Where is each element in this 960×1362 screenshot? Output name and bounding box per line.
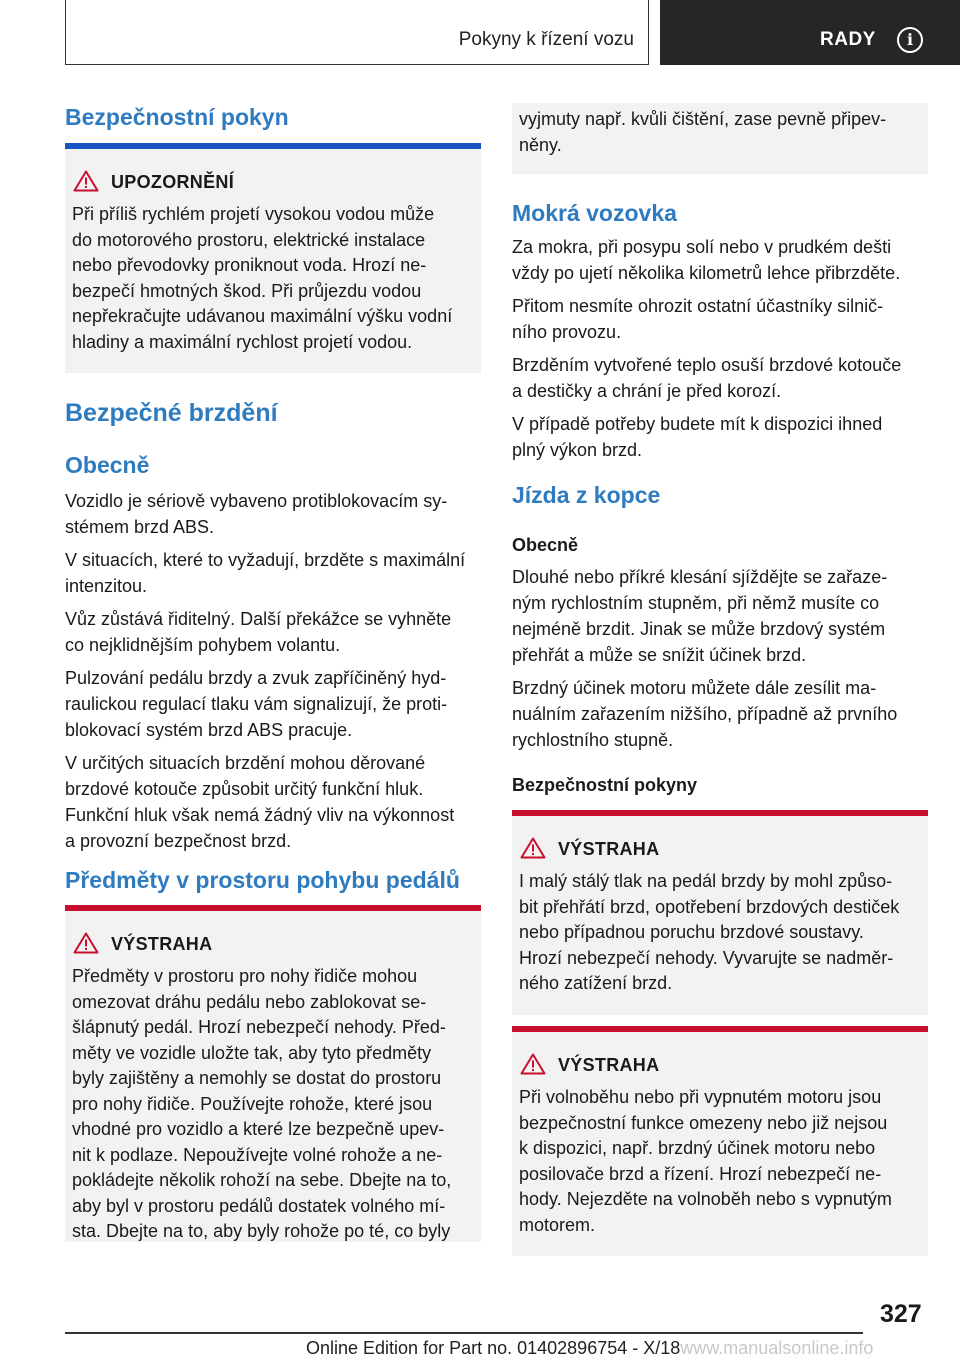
text-line: bezpečnostní funkce omezeny nebo již nejsou bbox=[519, 1112, 888, 1133]
text-line: nebo převodovky proniknout voda. Hrozí ne- bbox=[72, 255, 427, 275]
text-line: a destičky a chrání je před korozí. bbox=[512, 381, 782, 401]
text-line: Při volnoběhu nebo při vypnutém motoru jsou bbox=[519, 1087, 882, 1107]
warning-title: VÝSTRAHA bbox=[558, 1055, 660, 1075]
safety-notes-heading: Bezpečnostní pokyny bbox=[512, 775, 698, 795]
text-line: přehřát a může se snížit účinek brzd. bbox=[512, 645, 807, 665]
general-heading: Obecně bbox=[65, 452, 150, 478]
braking-paragraphs bbox=[65, 488, 485, 854]
text-line: šlápnutý pedál. Hrozí nebezpečí nehody. Před- bbox=[72, 1017, 446, 1037]
wet-road-heading: Mokrá vozovka bbox=[512, 200, 677, 226]
warning-triangle-icon bbox=[520, 837, 546, 859]
text-line: hladiny a maximální rychlost projetí vodou. bbox=[72, 331, 413, 352]
text-line: Brzděním vytvořené teplo osuší brzdové kotouče bbox=[512, 355, 902, 375]
text-line: plný výkon brzd. bbox=[512, 440, 643, 460]
text-line: Vozidlo je sériově vybaveno protiblokovacím sy- bbox=[65, 491, 448, 511]
pedal-warning-box bbox=[65, 905, 481, 1242]
paragraph bbox=[512, 293, 932, 345]
continued-warning-box bbox=[512, 103, 928, 174]
paragraph bbox=[512, 675, 932, 753]
braking-heading: Bezpečné brzdění bbox=[65, 399, 278, 427]
caution-title: UPOZORNĚNÍ bbox=[111, 172, 235, 192]
text-line: k dispozici, např. brzdný účinek motoru nebo bbox=[519, 1138, 876, 1158]
text-line: aby byl v prostoru pedálů dostatek volného mí- bbox=[72, 1195, 446, 1216]
text-line: pokládejte několik rohoží na sebe. Dbejte na to, bbox=[72, 1170, 452, 1190]
paragraph bbox=[65, 750, 485, 854]
text-line: bit přehřátí brzd, opotřebení brzdových destiček bbox=[519, 896, 900, 917]
text-line: rychlostního stupně. bbox=[512, 730, 674, 750]
text-line: nepřekračujte udávanou maximální výšku vodní bbox=[72, 306, 453, 326]
text-line: a provozní bezpečnost brzd. bbox=[65, 831, 292, 851]
idle-warning-box bbox=[512, 1026, 928, 1256]
warning-text bbox=[519, 869, 899, 997]
paragraph bbox=[512, 564, 932, 668]
page-number: 327 bbox=[880, 1300, 922, 1328]
text-line: vhodné pro vozidlo a které lze bezpečně upev- bbox=[72, 1119, 445, 1139]
text-line: I malý stálý tlak na pedál brzdy by mohl způso- bbox=[519, 871, 893, 891]
text-line: Funkční hluk však nemá žádný vliv na výkonnost bbox=[65, 805, 455, 825]
warning-triangle-icon bbox=[73, 170, 99, 192]
paragraph bbox=[65, 665, 485, 743]
downhill-heading: Jízda z kopce bbox=[512, 482, 661, 508]
brake-warning-box bbox=[512, 810, 928, 1015]
text-line: Při příliš rychlém projetí vysokou vodou může bbox=[72, 204, 435, 224]
footer-divider bbox=[65, 1332, 863, 1334]
text-line: vždy po ujetí několika kilometrů lehce přibrzděte. bbox=[512, 263, 901, 283]
warning-triangle-icon bbox=[520, 1053, 546, 1075]
paragraph bbox=[65, 488, 485, 540]
watermark-text: www.manualsonline.info bbox=[680, 1338, 874, 1358]
warning-bar bbox=[512, 1026, 928, 1032]
text-line: měty ve vozidle uložte tak, aby tyto předměty bbox=[72, 1042, 432, 1063]
text-line: omezovat dráhu pedálu nebo zablokovat se- bbox=[72, 991, 427, 1012]
text-line: nejméně brzdit. Jinak se může brzdový systém bbox=[512, 619, 886, 639]
text-line: nit k podlaze. Nepoužívejte volné rohože a ne- bbox=[72, 1144, 443, 1165]
footer-text bbox=[306, 1338, 873, 1359]
paragraph bbox=[512, 352, 932, 404]
text-line: ního provozu. bbox=[512, 322, 622, 342]
warning-title: VÝSTRAHA bbox=[111, 934, 213, 954]
text-line: raulickou regulací tlaku vám signalizují, že proti- bbox=[65, 694, 448, 714]
edition-text: Online Edition for Part no. 01402896754 - X/18 bbox=[306, 1338, 681, 1358]
text-line: co nejklidnějším pohybem volantu. bbox=[65, 635, 341, 655]
text-line: hody. Nejezděte na volnoběh nebo s vypnutým bbox=[519, 1189, 892, 1209]
text-line: intenzitou. bbox=[65, 576, 148, 596]
paragraph bbox=[65, 606, 485, 658]
warning-text bbox=[519, 1085, 892, 1238]
safety-heading: Bezpečnostní pokyn bbox=[65, 104, 289, 130]
text-line: blokovací systém brzd ABS pracuje. bbox=[65, 720, 353, 740]
warning-triangle-icon bbox=[73, 932, 99, 954]
text-line: vyjmuty např. kvůli čištění, zase pevně připev- bbox=[519, 109, 887, 129]
text-line: nuálním zařazením nižšího, případně až prvního bbox=[512, 704, 898, 724]
continued-text bbox=[519, 107, 886, 158]
wet-road-paragraphs bbox=[512, 234, 932, 463]
downhill-paragraphs bbox=[512, 564, 932, 753]
warning-bar bbox=[65, 905, 481, 911]
info-icon: i bbox=[897, 27, 923, 53]
text-line: motorem. bbox=[519, 1214, 596, 1235]
section-title: Pokyny k řízení vozu bbox=[458, 29, 634, 50]
text-line: Vůz zůstává řiditelný. Další překážce se vyhněte bbox=[65, 609, 452, 629]
text-line: bezpečí hmotných škod. Při průjezdu vodou bbox=[72, 280, 422, 301]
text-line: brzdové kotouče způsobit určitý funkční hluk. bbox=[65, 779, 424, 799]
text-line: Dlouhé nebo příkré klesání sjíždějte se zařaze- bbox=[512, 567, 888, 587]
text-line: Přitom nesmíte ohrozit ostatní účastníky silnič- bbox=[512, 296, 884, 316]
text-line: ného zatížení brzd. bbox=[519, 973, 673, 993]
text-line: něny. bbox=[519, 134, 562, 155]
paragraph bbox=[512, 411, 932, 463]
text-line: posilovače brzd a řízení. Hrozí nebezpečí ne- bbox=[519, 1163, 882, 1184]
pedal-heading: Předměty v prostoru pohybu pedálů bbox=[65, 867, 460, 893]
text-line: Za mokra, při posypu solí nebo v prudkém dešti bbox=[512, 237, 892, 257]
warning-text bbox=[72, 964, 451, 1245]
text-line: Pulzování pedálu brzdy a zvuk zapříčiněný hyd- bbox=[65, 668, 447, 688]
text-line: pro nohy řidiče. Používejte rohože, které jsou bbox=[72, 1093, 433, 1114]
text-line: Brzdný účinek motoru můžete dále zesílit ma- bbox=[512, 678, 877, 698]
paragraph bbox=[512, 234, 932, 286]
chapter-label: RADY bbox=[820, 29, 876, 50]
text-line: Hrozí nebezpečí nehody. Vyvarujte se nadměr- bbox=[519, 947, 894, 968]
header-section-tab bbox=[65, 0, 649, 65]
text-line: V určitých situacích brzdění mohou děrované bbox=[65, 753, 426, 773]
caution-box bbox=[65, 143, 481, 373]
text-line: byly zajištěny a nemohly se dostat do prostoru bbox=[72, 1068, 442, 1088]
text-line: Předměty v prostoru pro nohy řidiče mohou bbox=[72, 966, 418, 986]
text-line: sta. Dbejte na to, aby byly rohože po té, co byly bbox=[72, 1221, 451, 1241]
text-line: do motorového prostoru, elektrické instalace bbox=[72, 229, 426, 250]
text-line: V případě potřeby budete mít k dispozici ihned bbox=[512, 414, 883, 434]
warning-title: VÝSTRAHA bbox=[558, 839, 660, 859]
downhill-general-heading: Obecně bbox=[512, 535, 579, 555]
paragraph bbox=[65, 547, 485, 599]
caution-bar bbox=[65, 143, 481, 149]
text-line: stémem brzd ABS. bbox=[65, 517, 215, 537]
text-line: V situacích, které to vyžadují, brzděte s maximální bbox=[65, 550, 466, 570]
caution-text bbox=[72, 202, 452, 355]
header-chapter-tab[interactable] bbox=[660, 0, 960, 65]
text-line: ným rychlostním stupněm, při němž musíte co bbox=[512, 593, 880, 613]
warning-bar bbox=[512, 810, 928, 816]
text-line: nebo případnou poruchu brzdové soustavy. bbox=[519, 922, 864, 942]
